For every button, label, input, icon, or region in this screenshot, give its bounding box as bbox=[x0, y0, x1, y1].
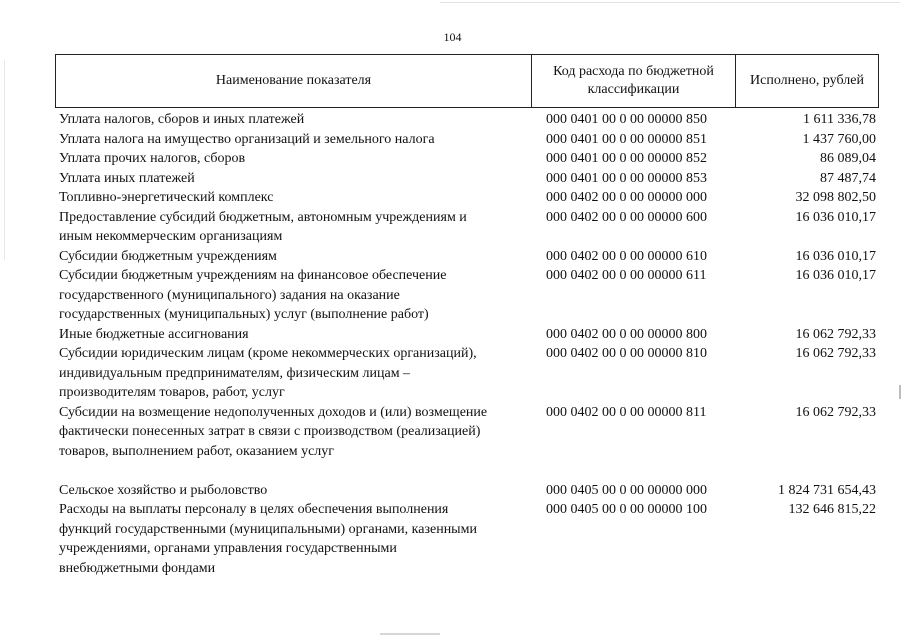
row-name: Субсидии бюджетным учреждениям на финансовое обеспечение государственного (муниципального) задания на оказание государственных (муниципальных) услуг (выполнение работ) bbox=[59, 268, 447, 322]
table-row bbox=[59, 481, 879, 501]
row-code: 000 0405 00 0 00 00000 000 bbox=[546, 482, 707, 498]
row-amount: 86 089,04 bbox=[820, 151, 876, 166]
row-code: 000 0402 00 0 00 00000 800 bbox=[546, 326, 707, 342]
row-code: 000 0401 00 0 00 00000 852 bbox=[546, 151, 707, 166]
row-code: 000 0402 00 0 00 00000 600 bbox=[546, 209, 707, 225]
row-code: 000 0401 00 0 00 00000 853 bbox=[546, 170, 707, 186]
row-name: Субсидии юридическим лицам (кроме некоммерческих организаций), индивидуальным предпринимателям, физическим лицам – производителям товаров, работ, услуг bbox=[59, 346, 477, 400]
row-name: Уплата налога на имущество организаций и земельного налога bbox=[59, 131, 435, 147]
row-name: Топливно-энергетический комплекс bbox=[59, 190, 274, 205]
table-row bbox=[59, 149, 879, 169]
table-row bbox=[59, 208, 879, 247]
row-name: Расходы на выплаты персоналу в целях обеспечения выполнения функций государственными (муниципальными) органами, казенными учреждениями, органами управления государственными внебюджетными фондами bbox=[59, 502, 477, 576]
scan-artifact-top bbox=[440, 2, 900, 3]
table-row bbox=[59, 130, 879, 150]
row-code: 000 0401 00 0 00 00000 850 bbox=[546, 112, 707, 127]
row-amount: 16 062 792,33 bbox=[795, 346, 876, 361]
row-amount: 1 437 760,00 bbox=[802, 131, 876, 147]
row-amount: 87 487,74 bbox=[820, 170, 876, 186]
row-name: Предоставление субсидий бюджетным, автономным учреждениям и иным некоммерческим организациям bbox=[59, 209, 467, 244]
row-code: 000 0401 00 0 00 00000 851 bbox=[546, 131, 707, 147]
row-name: Уплата прочих налогов, сборов bbox=[59, 151, 246, 166]
header-amount-cell: Исполнено, рублей bbox=[750, 73, 864, 88]
scan-artifact-bottom bbox=[380, 633, 440, 635]
row-amount: 32 098 802,50 bbox=[795, 190, 876, 205]
header-code-cell: Код расхода по бюджетной классификации bbox=[532, 55, 736, 107]
table-row bbox=[59, 344, 879, 403]
table-row bbox=[59, 188, 879, 208]
row-amount: 16 036 010,17 bbox=[795, 209, 876, 225]
table-row bbox=[59, 403, 879, 462]
table-row bbox=[59, 325, 879, 345]
row-name: Уплата иных платежей bbox=[59, 170, 195, 186]
table-row bbox=[59, 110, 879, 130]
row-code: 000 0402 00 0 00 00000 611 bbox=[546, 268, 707, 283]
table-row bbox=[59, 266, 879, 325]
table-body bbox=[59, 110, 879, 578]
row-code: 000 0402 00 0 00 00000 610 bbox=[546, 248, 707, 264]
row-amount: 132 646 815,22 bbox=[788, 502, 876, 517]
scan-artifact-right bbox=[899, 385, 901, 399]
row-code: 000 0402 00 0 00 00000 811 bbox=[546, 404, 707, 420]
row-code: 000 0405 00 0 00 00000 100 bbox=[546, 502, 707, 517]
row-name: Субсидии бюджетным учреждениям bbox=[59, 248, 277, 264]
table-row bbox=[59, 500, 879, 578]
scan-artifact-left bbox=[4, 60, 5, 260]
row-name: Субсидии на возмещение недополученных доходов и (или) возмещение фактически понесенных затрат в связи с производством (реализацией) товаров, выполнением работ, оказанием услуг bbox=[59, 404, 488, 459]
row-code: 000 0402 00 0 00 00000 000 bbox=[546, 190, 707, 205]
table-row bbox=[59, 247, 879, 267]
row-amount: 16 036 010,17 bbox=[795, 248, 876, 264]
page-number: 104 bbox=[443, 30, 462, 44]
row-amount: 1 611 336,78 bbox=[803, 112, 876, 127]
table-header bbox=[55, 54, 879, 108]
row-name: Сельское хозяйство и рыболовство bbox=[59, 482, 268, 498]
row-amount: 16 062 792,33 bbox=[795, 326, 876, 342]
row-name: Иные бюджетные ассигнования bbox=[59, 326, 249, 342]
row-amount: 1 824 731 654,43 bbox=[778, 482, 876, 498]
row-name: Уплата налогов, сборов и иных платежей bbox=[59, 112, 305, 127]
row-amount: 16 062 792,33 bbox=[795, 404, 876, 420]
row-amount: 16 036 010,17 bbox=[795, 268, 876, 283]
header-name-cell: Наименование показателя bbox=[56, 55, 532, 107]
table-row bbox=[59, 169, 879, 189]
row-code: 000 0402 00 0 00 00000 810 bbox=[546, 346, 707, 361]
